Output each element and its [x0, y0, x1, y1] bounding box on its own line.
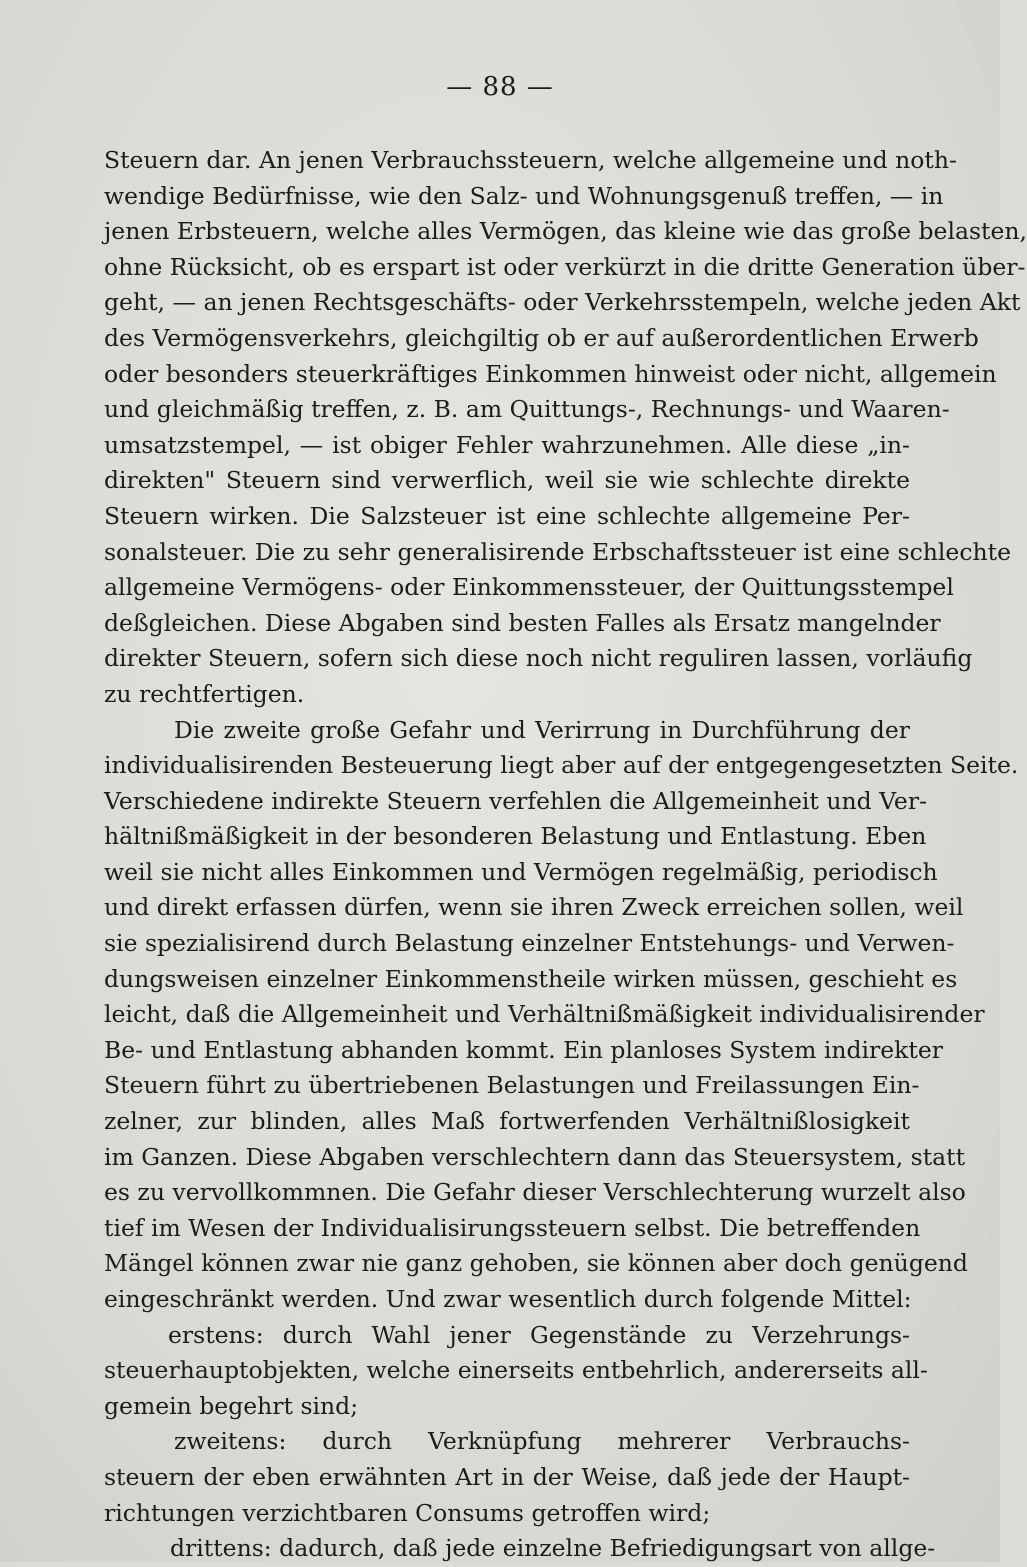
text-line: Steuern dar. An jenen Verbrauchssteuern, welche allgemeine und noth-: [104, 146, 957, 174]
text-line: weil sie nicht alles Einkommen und Vermögen regelmäßig, periodisch: [104, 857, 938, 886]
text-line: Verschiedene indirekte Steuern verfehlen die Allgemeinheit und Ver-: [104, 786, 928, 815]
text-line: individualisirenden Besteuerung liegt aber auf der entgegengesetzten Seite.: [104, 751, 1019, 780]
body-text: [104, 143, 1027, 1567]
text-line: Steuern führt zu übertriebenen Belastungen und Freilassungen Ein-: [104, 1071, 920, 1100]
text-line: richtungen verzichtbaren Consums getroffen wird;: [104, 1498, 711, 1527]
text-line: Be- und Entlastung abhanden kommt. Ein planloses System indirekter: [104, 1035, 944, 1064]
text-line: wendige Bedürfnisse, wie den Salz- und Wohnungsgenuß treffen, — in: [104, 181, 944, 210]
text-line: leicht, daß die Allgemeinheit und Verhältnißmäßigkeit individualisirender: [104, 1000, 985, 1029]
list-item-first-line: drittens: dadurch, daß jede einzelne Befriedigungsart von allge-: [170, 1534, 936, 1563]
text-line: allgemeine Vermögens- oder Einkommenssteuer, der Quittungsstempel: [104, 573, 954, 602]
text-line: Mängel können zwar nie ganz gehoben, sie können aber doch genügend: [104, 1249, 968, 1278]
text-line: gemein begehrt sind;: [104, 1391, 359, 1420]
text-line: hältnißmäßigkeit in der besonderen Belastung und Entlastung. Eben: [104, 822, 927, 851]
text-line: steuerhauptobjekten, welche einerseits entbehrlich, andererseits all-: [104, 1356, 928, 1385]
text-line: und gleichmäßig treffen, z. B. am Quittungs-, Rechnungs- und Waaren-: [104, 395, 950, 424]
text-line: eingeschränkt werden. Und zwar wesentlich durch folgende Mittel:: [104, 1285, 912, 1313]
text-line: deßgleichen. Diese Abgaben sind besten Falles als Ersatz mangelnder: [104, 608, 941, 637]
text-line: Steuern wirken. Die Salzsteuer ist eine schlechte allgemeine Per-: [104, 501, 910, 530]
text-line: sie spezialisirend durch Belastung einzelner Entstehungs- und Verwen-: [104, 929, 955, 958]
text-line: umsatzstempel, — ist obiger Fehler wahrzunehmen. Alle diese „in-: [104, 430, 910, 459]
text-line: zu rechtfertigen.: [104, 679, 305, 708]
list-item-first-line: zweitens: durch Verknüpfung mehrerer Verbrauchs-: [174, 1427, 910, 1456]
text-line: dungsweisen einzelner Einkommenstheile wirken müssen, geschieht es: [104, 964, 958, 993]
text-line: es zu vervollkommnen. Die Gefahr dieser Verschlechterung wurzelt also: [104, 1178, 966, 1207]
text-line: oder besonders steuerkräftiges Einkommen hinweist oder nicht, allgemein: [104, 359, 997, 388]
list-item-first-line: erstens: durch Wahl jener Gegenstände zu Verzehrungs-: [168, 1320, 910, 1349]
text-line: im Ganzen. Diese Abgaben verschlechtern dann das Steuersystem, statt: [104, 1142, 966, 1171]
text-line: tief im Wesen der Individualisirungssteuern selbst. Die betreffenden: [104, 1213, 921, 1242]
page-number: — 88 —: [446, 72, 554, 102]
text-line: geht, — an jenen Rechtsgeschäfts- oder Verkehrsstempeln, welche jeden Akt: [104, 288, 1021, 317]
text-line: jenen Erbsteuern, welche alles Vermögen, das kleine wie das große belasten,: [104, 217, 1027, 246]
text-line: sonalsteuer. Die zu sehr generalisirende Erbschaftssteuer ist eine schlechte: [104, 537, 1011, 566]
text-line: steuern der eben erwähnten Art in der Weise, daß jede der Haupt-: [104, 1462, 910, 1491]
text-line: ohne Rücksicht, ob es erspart ist oder verkürzt in die dritte Generation über-: [104, 252, 1026, 281]
text-line: zelner, zur blinden, alles Maß fortwerfenden Verhältnißlosigkeit: [104, 1107, 910, 1136]
text-line: direkter Steuern, sofern sich diese noch nicht reguliren lassen, vorläufig: [104, 644, 973, 673]
text-line: und direkt erfassen dürfen, wenn sie ihren Zweck erreichen sollen, weil: [104, 893, 964, 922]
text-line: direkten" Steuern sind verwerflich, weil sie wie schlechte direkte: [104, 466, 910, 495]
text-line: des Vermögensverkehrs, gleichgiltig ob er auf außerordentlichen Erwerb: [104, 323, 979, 352]
paragraph-start-line: Die zweite große Gefahr und Verirrung in Durchführung der: [174, 715, 910, 744]
